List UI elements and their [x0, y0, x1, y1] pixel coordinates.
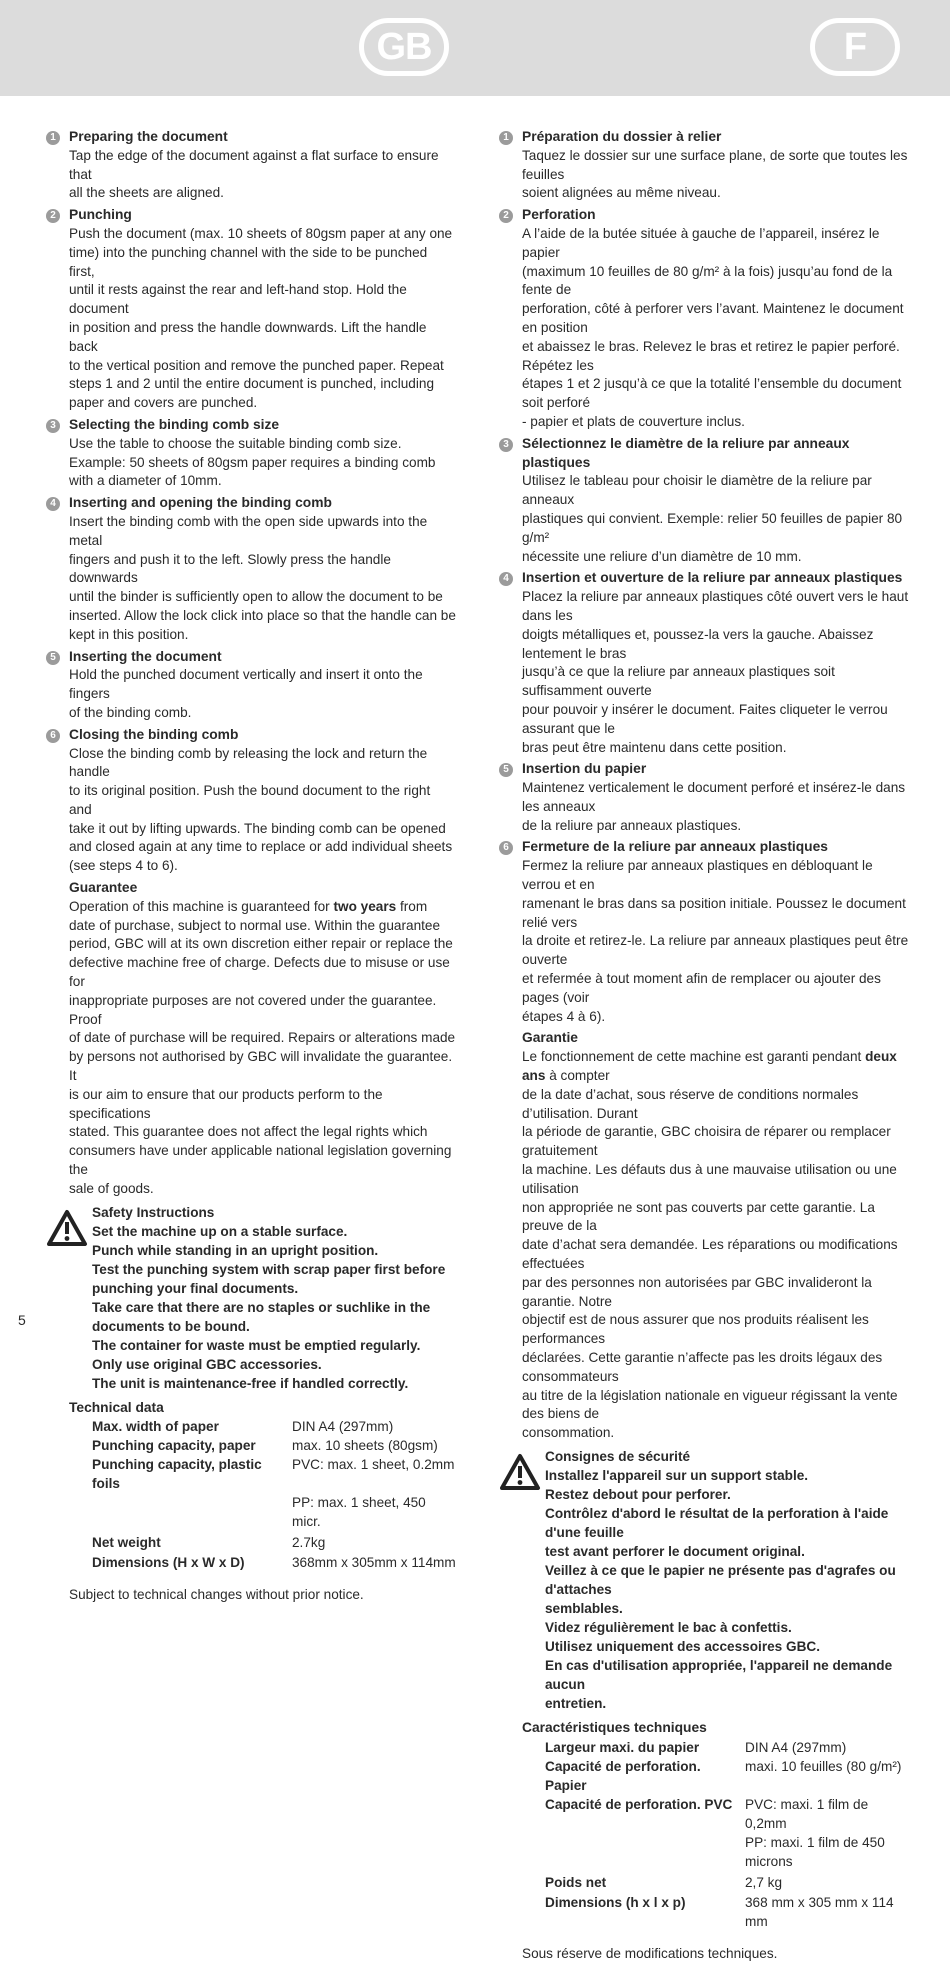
- safety-line: Contrôlez d'abord le résultat de la perforation à l'aide d'une feuille: [545, 1505, 889, 1540]
- text-line: inserted. Allow the lock click into place so that the handle can be: [69, 607, 456, 623]
- table-row: [545, 1795, 911, 1833]
- guarantee-section: [522, 1029, 911, 1443]
- text-line: Use the table to choose the suitable binding comb size.: [69, 435, 402, 451]
- safety-section: [499, 1447, 911, 1713]
- step-text: [522, 779, 911, 835]
- safety-line: semblables.: [545, 1600, 623, 1616]
- french-column: [499, 128, 911, 1964]
- text-line: plastiques qui convient. Exemple: relier 50 feuilles de papier 80 g/m²: [522, 510, 903, 545]
- english-column: [46, 128, 456, 1605]
- guarantee-period: two years: [333, 898, 397, 914]
- text-line: la droite et retirez-le. La reliure par anneaux plastiques peut être ouverte: [522, 933, 909, 968]
- text-line: jusqu’à ce que la reliure par anneaux plastiques soit suffisamment ouverte: [522, 664, 835, 699]
- table-row: [92, 1552, 456, 1572]
- text-line: until it rests against the rear and left-hand stop. Hold the document: [69, 282, 407, 317]
- step-section: [499, 435, 911, 567]
- safety-line: punching your final documents.: [92, 1280, 299, 1296]
- safety-line: Punch while standing in an upright position.: [92, 1242, 379, 1258]
- text-line: to the vertical position and remove the punched paper. Repeat: [69, 357, 444, 373]
- step-number-badge: 1: [499, 131, 513, 145]
- page-number: 5: [18, 1312, 26, 1328]
- text-line: et refermée à tout moment afin de remplacer ou ajouter des pages (voir: [522, 971, 881, 1005]
- spec-label: Punching capacity, paper: [92, 1438, 256, 1454]
- text-line: bras peut être maintenu dans cette position.: [522, 739, 787, 755]
- step-section: [46, 726, 456, 876]
- technical-data-title: Caractéristiques techniques: [522, 1719, 707, 1735]
- spec-value: 368mm x 305mm x 114mm: [292, 1555, 456, 1571]
- safety-line: The unit is maintenance-free if handled correctly.: [92, 1375, 409, 1391]
- text-line: soient alignées au même niveau.: [522, 185, 721, 201]
- text-line: non appropriée ne sont pas couverts par cette garantie. La preuve de la: [522, 1199, 875, 1234]
- disclaimer-note: Subject to technical changes without prior notice.: [69, 1587, 364, 1603]
- text-line: pour pouvoir y insérer le document. Faites cliqueter le verrou assurant que le: [522, 701, 888, 736]
- safety-line: Test the punching system with scrap paper first before: [92, 1261, 446, 1277]
- step-text: [69, 745, 456, 877]
- step-title: Punching: [69, 207, 132, 223]
- safety-line: Set the machine up on a stable surface.: [92, 1223, 348, 1239]
- safety-line: test avant perforer le document original.: [545, 1543, 805, 1559]
- text-line: until the binder is sufficiently open to allow the document to be: [69, 589, 443, 605]
- table-row: [92, 1417, 456, 1436]
- table-row: [545, 1757, 911, 1795]
- text-line: period, GBC will at its own discretion either repair or replace the: [69, 936, 453, 952]
- safety-line: Veillez à ce que le papier ne présente pas d'agrafes ou d'attaches: [545, 1562, 896, 1597]
- text-line: consumers have under applicable national legislation governing the: [69, 1143, 452, 1178]
- safety-line: The container for waste must be emptied regularly.: [92, 1337, 421, 1353]
- table-row: [545, 1892, 911, 1931]
- spec-label: Capacité de perforation. PVC: [545, 1796, 733, 1812]
- step-section: [46, 416, 456, 491]
- safety-line: En cas d'utilisation appropriée, l'appareil ne demande aucun: [545, 1657, 893, 1692]
- guarantee-period: deux ans: [522, 1049, 897, 1084]
- step-title: Inserting and opening the binding comb: [69, 495, 332, 511]
- step-text: [522, 147, 911, 203]
- guarantee-section: [69, 879, 456, 1199]
- text-line: à compter: [545, 1068, 610, 1084]
- text-line: fingers and push it to the left. Slowly press the handle downwards: [69, 551, 391, 586]
- step-number-badge: 3: [499, 438, 513, 452]
- table-row: [545, 1738, 911, 1757]
- text-line: étapes 1 et 2 jusqu’à ce que la totalité l’ensemble du document soit perforé: [522, 376, 902, 411]
- page-header: [0, 0, 950, 96]
- step-text: [69, 666, 456, 722]
- guarantee-title: Guarantee: [69, 880, 138, 896]
- technical-data-table: [92, 1417, 456, 1572]
- safety-line: Installez l'appareil sur un support stable.: [545, 1467, 809, 1483]
- text-line: au titre de la législation nationale en vigueur régissant la vente des biens de: [522, 1387, 898, 1422]
- step-title: Closing the binding comb: [69, 726, 239, 742]
- step-text: [522, 857, 911, 1026]
- safety-line: Only use original GBC accessories.: [92, 1356, 322, 1372]
- text-line: Utilisez le tableau pour choisir le diamètre de la reliure par anneaux: [522, 473, 872, 508]
- text-line: defective machine free of charge. Defects due to misuse or use for: [69, 955, 450, 990]
- safety-line: entretien.: [545, 1695, 607, 1711]
- text-line: Hold the punched document vertically and insert it onto the fingers: [69, 667, 423, 702]
- step-text: [69, 225, 456, 413]
- text-line: nécessite une reliure d’un diamètre de 10 mm.: [522, 548, 802, 564]
- guarantee-title: Garantie: [522, 1030, 578, 1046]
- text-line: Maintenez verticalement le document perforé et insérez-le dans les anneaux: [522, 780, 906, 814]
- safety-section: [46, 1203, 456, 1393]
- spec-label: Dimensions (H x W x D): [92, 1555, 245, 1571]
- technical-data-section: [522, 1719, 911, 1931]
- text-line: from: [396, 898, 428, 914]
- step-text: [522, 588, 911, 757]
- step-number-badge: 2: [46, 209, 60, 223]
- spec-label: Poids net: [545, 1874, 607, 1890]
- step-title: Fermeture de la reliure par anneaux plastiques: [522, 839, 828, 855]
- text-line: A l’aide de la butée située à gauche de l’appareil, insérez le papier: [522, 225, 880, 260]
- safety-line: Restez debout pour perforer.: [545, 1486, 731, 1502]
- text-line: (see steps 4 to 6).: [69, 858, 178, 874]
- spec-label: Net weight: [92, 1535, 161, 1551]
- spec-label: Punching capacity, plastic foils: [92, 1457, 262, 1492]
- step-number-badge: 4: [46, 497, 60, 511]
- safety-title: Consignes de sécurité: [545, 1448, 691, 1464]
- warning-icon: [46, 1209, 88, 1253]
- step-number-badge: 5: [46, 651, 60, 665]
- text-line: and closed again at any time to replace or add individual sheets: [69, 839, 453, 855]
- text-line: steps 1 and 2 until the entire document is punched, including: [69, 376, 435, 392]
- text-line: la machine. Les défauts dus à une mauvaise utilisation ou une utilisation: [522, 1162, 897, 1196]
- text-line: of date of purchase will be required. Repairs or alterations made: [69, 1030, 456, 1046]
- safety-title: Safety Instructions: [92, 1204, 215, 1220]
- safety-line: Videz régulièrement le bac à confettis.: [545, 1619, 792, 1635]
- guarantee-text: [69, 898, 456, 1199]
- step-section: [46, 494, 456, 644]
- spec-value: PVC: maxi. 1 film de 0,2mm: [745, 1796, 869, 1831]
- step-text: [69, 435, 456, 491]
- safety-text: [92, 1203, 456, 1393]
- step-section: [46, 206, 456, 413]
- text-line: all the sheets are aligned.: [69, 185, 224, 201]
- step-section: [499, 760, 911, 835]
- text-line: - papier et plats de couverture inclus.: [522, 413, 745, 429]
- text-line: perforation, côté à perforer vers l’avant. Maintenez le document en position: [522, 301, 904, 335]
- spec-label: [92, 1493, 292, 1531]
- table-row: [92, 1436, 456, 1455]
- text-line: objectif est de nous assurer que nos produits réalisent les performances: [522, 1312, 869, 1347]
- text-line: la période de garantie, GBC choisira de réparer ou remplacer gratuitement: [522, 1124, 891, 1159]
- text-line: is our aim to ensure that our products perform to the specifications: [69, 1086, 383, 1121]
- text-line: Taquez le dossier sur une surface plane, de sorte que toutes les feuilles: [522, 147, 908, 182]
- table-row: [545, 1833, 911, 1871]
- safety-line: Utilisez uniquement des accessoires GBC.: [545, 1638, 820, 1654]
- text-line: consommation.: [522, 1425, 615, 1441]
- text-line: Tap the edge of the document against a flat surface to ensure that: [69, 147, 439, 182]
- spec-label: Largeur maxi. du papier: [545, 1739, 700, 1755]
- spec-value: DIN A4 (297mm): [292, 1419, 394, 1435]
- text-line: to its original position. Push the bound document to the right and: [69, 783, 431, 817]
- safety-line: Take care that there are no staples or suchlike in the: [92, 1299, 431, 1315]
- text-line: sale of goods.: [69, 1180, 154, 1196]
- guarantee-text: [522, 1048, 911, 1443]
- text-line: kept in this position.: [69, 626, 189, 642]
- text-line: Placez la reliure par anneaux plastiques côté ouvert vers le haut dans les: [522, 589, 909, 623]
- spec-value: max. 10 sheets (80gsm): [292, 1438, 438, 1454]
- text-line: Operation of this machine is guaranteed for: [69, 898, 334, 914]
- text-line: by persons not authorised by GBC will invalidate the guarantee. It: [69, 1049, 453, 1084]
- step-title: Perforation: [522, 207, 596, 223]
- text-line: doigts métalliques et, poussez-la vers la gauche. Abaissez lentement le bras: [522, 626, 874, 661]
- step-section: [499, 569, 911, 757]
- step-section: [499, 206, 911, 432]
- language-badge-f: F: [810, 18, 900, 76]
- text-line: with a diameter of 10mm.: [69, 473, 222, 489]
- step-title: Inserting the document: [69, 648, 222, 664]
- spec-label: [545, 1833, 745, 1871]
- spec-value: maxi. 10 feuilles (80 g/m²): [745, 1758, 902, 1774]
- text-line: Insert the binding comb with the open side upwards into the metal: [69, 513, 428, 548]
- spec-value: PVC: max. 1 sheet, 0.2mm: [292, 1457, 455, 1473]
- text-line: stated. This guarantee does not affect the legal rights which: [69, 1124, 428, 1140]
- step-number-badge: 5: [499, 763, 513, 777]
- safety-line: documents to be bound.: [92, 1318, 250, 1334]
- spec-value: 368 mm x 305 mm x 114 mm: [745, 1894, 894, 1929]
- table-row: [92, 1493, 456, 1531]
- technical-data-section: [69, 1399, 456, 1573]
- table-row: [545, 1871, 911, 1892]
- warning-icon: [499, 1453, 541, 1497]
- text-line: par des personnes non autorisées par GBC invalideront la garantie. Notre: [522, 1274, 872, 1309]
- language-badge-gb: GB: [359, 18, 449, 76]
- text-line: Le fonctionnement de cette machine est garanti pendant: [522, 1049, 866, 1065]
- text-line: time) into the punching channel with the side to be punched first,: [69, 244, 428, 279]
- spec-value: DIN A4 (297mm): [745, 1739, 847, 1755]
- step-title: Selecting the binding comb size: [69, 416, 280, 432]
- step-title: Insertion du papier: [522, 761, 647, 777]
- step-text: [522, 472, 911, 566]
- text-line: paper and covers are punched.: [69, 395, 258, 411]
- spec-value: PP: max. 1 sheet, 450 micr.: [292, 1495, 426, 1530]
- step-text: [69, 147, 456, 203]
- step-number-badge: 6: [499, 841, 513, 855]
- text-line: inappropriate purposes are not covered under the guarantee. Proof: [69, 992, 437, 1027]
- text-line: (maximum 10 feuilles de 80 g/m² à la fois) jusqu’au fond de la fente de: [522, 263, 893, 298]
- safety-text: [545, 1447, 911, 1713]
- step-number-badge: 3: [46, 419, 60, 433]
- step-number-badge: 1: [46, 131, 60, 145]
- text-line: take it out by lifting upwards. The binding comb can be opened: [69, 820, 446, 836]
- step-section: [46, 648, 456, 723]
- spec-label: Dimensions (h x l x p): [545, 1894, 686, 1910]
- text-line: étapes 4 à 6).: [522, 1008, 606, 1024]
- text-line: de la reliure par anneaux plastiques.: [522, 817, 742, 833]
- spec-label: Max. width of paper: [92, 1419, 219, 1435]
- step-number-badge: 4: [499, 572, 513, 586]
- text-line: ramenant le bras dans sa position initiale. Poussez le document relié vers: [522, 895, 906, 930]
- text-line: Close the binding comb by releasing the lock and return the handle: [69, 745, 428, 780]
- spec-label: Capacité de perforation. Papier: [545, 1758, 701, 1793]
- text-line: déclarées. Cette garantie n’affecte pas les droits légaux des consommateurs: [522, 1350, 883, 1384]
- text-line: of the binding comb.: [69, 704, 192, 720]
- text-line: in position and press the handle downwards. Lift the handle back: [69, 319, 427, 354]
- text-line: Example: 50 sheets of 80gsm paper requires a binding comb: [69, 454, 436, 470]
- text-line: et abaissez le bras. Relevez le bras et retirez le papier perforé. Répétez les: [522, 338, 900, 373]
- text-line: de la date d’achat, sous réserve de conditions normales d’utilisation. Durant: [522, 1086, 859, 1121]
- step-number-badge: 2: [499, 209, 513, 223]
- step-text: [69, 513, 456, 645]
- spec-value: 2.7kg: [292, 1535, 326, 1551]
- technical-data-title: Technical data: [69, 1399, 164, 1415]
- step-section: [499, 838, 911, 1026]
- step-title: Préparation du dossier à relier: [522, 129, 722, 144]
- step-section: [46, 128, 456, 203]
- step-number-badge: 6: [46, 729, 60, 743]
- table-row: [92, 1531, 456, 1552]
- text-line: date of purchase, subject to normal use. Within the guarantee: [69, 917, 441, 933]
- spec-value: 2,7 kg: [745, 1874, 783, 1890]
- technical-data-table: [545, 1738, 911, 1931]
- disclaimer-note: Sous réserve de modifications techniques.: [522, 1945, 778, 1961]
- table-row: [92, 1455, 456, 1493]
- text-line: Fermez la reliure par anneaux plastiques en débloquant le verrou et en: [522, 858, 873, 893]
- step-title: Insertion et ouverture de la reliure par anneaux plastiques: [522, 570, 903, 586]
- step-text: [522, 225, 911, 432]
- text-line: date d’achat sera demandée. Les réparations ou modifications effectuées: [522, 1237, 898, 1272]
- text-line: Push the document (max. 10 sheets of 80gsm paper at any one: [69, 225, 453, 241]
- step-title: Preparing the document: [69, 129, 228, 144]
- step-title: Sélectionnez le diamètre de la reliure par anneaux plastiques: [522, 435, 850, 470]
- spec-value: PP: maxi. 1 film de 450 microns: [745, 1834, 885, 1869]
- step-section: [499, 128, 911, 203]
